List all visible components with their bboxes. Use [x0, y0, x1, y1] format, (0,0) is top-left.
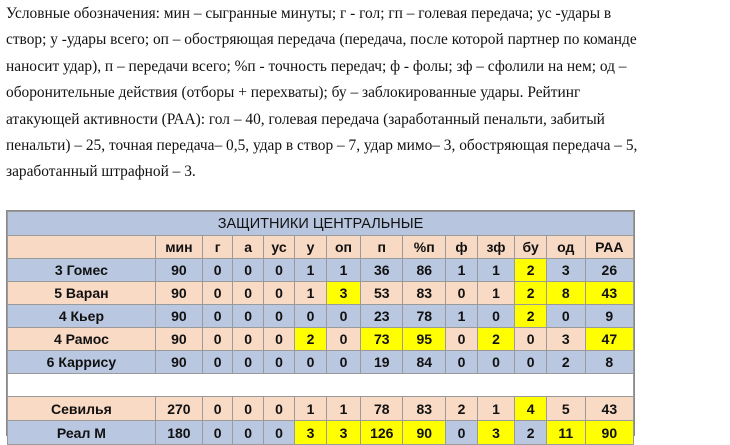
stat-cell: 1: [446, 259, 477, 282]
column-header: г: [203, 236, 233, 259]
stat-cell: 0: [203, 282, 233, 305]
stat-cell: 84: [403, 351, 446, 374]
legend-text: [6, 1, 726, 186]
stat-cell: 43: [585, 397, 633, 421]
stat-cell: 0: [263, 282, 294, 305]
stat-cell: 2: [515, 259, 546, 282]
stat-cell: 0: [233, 282, 263, 305]
stat-cell: 2: [446, 397, 477, 421]
table-row: [8, 328, 634, 351]
table-title-row: [8, 212, 634, 236]
stat-cell: 0: [326, 351, 361, 374]
stat-cell: 3: [546, 328, 585, 351]
stat-cell: 0: [546, 305, 585, 328]
stat-cell: 9: [585, 305, 633, 328]
column-header: ус: [263, 236, 294, 259]
stat-cell: 0: [515, 351, 546, 374]
stat-cell: 0: [446, 282, 477, 305]
stat-cell: 0: [263, 421, 294, 445]
stat-cell: 0: [477, 351, 515, 374]
table-row: [8, 351, 634, 374]
player-name: 3 Гомес: [8, 259, 156, 282]
stat-cell: 3: [546, 259, 585, 282]
stat-cell: 0: [233, 421, 263, 445]
stat-cell: 0: [446, 351, 477, 374]
stat-cell: 1: [326, 259, 361, 282]
stat-cell: 73: [361, 328, 403, 351]
defenders-stats-table: [7, 211, 634, 445]
stat-cell: 95: [403, 328, 446, 351]
stat-cell: 5: [546, 397, 585, 421]
stat-cell: 3: [295, 421, 326, 445]
stat-cell: 53: [361, 282, 403, 305]
stat-cell: 90: [155, 282, 202, 305]
team-name: Севилья: [8, 397, 156, 421]
stat-cell: 0: [233, 305, 263, 328]
stat-cell: 19: [361, 351, 403, 374]
stat-cell: 0: [233, 397, 263, 421]
stat-cell: 0: [295, 351, 326, 374]
column-header: бу: [515, 236, 546, 259]
stat-cell: 0: [477, 305, 515, 328]
stat-cell: 0: [326, 305, 361, 328]
stat-cell: 83: [403, 282, 446, 305]
stat-cell: 2: [515, 305, 546, 328]
stat-cell: 0: [515, 328, 546, 351]
stat-cell: 4: [515, 397, 546, 421]
stat-cell: 0: [263, 305, 294, 328]
column-header: зф: [477, 236, 515, 259]
legend-line: пенальти) – 25, точная передача– 0,5, удар в створ – 7, удар мимо– 3, обостряющая передача – 5,: [6, 136, 638, 154]
stat-cell: 2: [546, 351, 585, 374]
stat-cell: 90: [585, 421, 633, 445]
stat-cell: 11: [546, 421, 585, 445]
stat-cell: 0: [203, 305, 233, 328]
column-header: у: [295, 236, 326, 259]
stat-cell: 78: [361, 397, 403, 421]
stat-cell: 0: [233, 259, 263, 282]
stat-cell: 90: [155, 305, 202, 328]
stat-cell: 270: [155, 397, 202, 421]
stat-cell: 2: [515, 282, 546, 305]
stat-cell: 86: [403, 259, 446, 282]
stat-cell: 0: [233, 351, 263, 374]
player-name: 4 Кьер: [8, 305, 156, 328]
stat-cell: 0: [203, 397, 233, 421]
stat-cell: 1: [295, 397, 326, 421]
column-header: ф: [446, 236, 477, 259]
stat-cell: 0: [446, 328, 477, 351]
stat-cell: 90: [155, 328, 202, 351]
stat-cell: 3: [326, 282, 361, 305]
player-name: 5 Варан: [8, 282, 156, 305]
stat-cell: 83: [403, 397, 446, 421]
stats-table-container: [6, 210, 635, 441]
stat-cell: 126: [361, 421, 403, 445]
stat-cell: 1: [477, 282, 515, 305]
stat-cell: 23: [361, 305, 403, 328]
player-name: 4 Рамос: [8, 328, 156, 351]
legend-line: наносит удар), п – передачи всего; %п - точность передач; ф - фолы; зф – сфолили на нем; од –: [6, 57, 627, 75]
table-row: [8, 305, 634, 328]
stat-cell: 1: [477, 397, 515, 421]
stat-cell: 3: [326, 421, 361, 445]
column-header: [8, 236, 156, 259]
team-total-row: [8, 397, 634, 421]
stat-cell: 0: [263, 328, 294, 351]
stat-cell: 2: [295, 328, 326, 351]
stat-cell: 2: [477, 328, 515, 351]
spacer-row: [8, 374, 634, 397]
column-header: %п: [403, 236, 446, 259]
table-title: ЗАЩИТНИКИ ЦЕНТРАЛЬНЫЕ: [8, 212, 634, 236]
legend-line: створ; у -удары всего; оп – обостряющая передача (передача, после которой партнер по команде: [6, 31, 637, 49]
legend-line: оборонительные действия (отборы + перехваты); бу – заблокированные удары. Рейтинг: [6, 84, 581, 102]
table-row: [8, 259, 634, 282]
stat-cell: 1: [446, 305, 477, 328]
legend-line: заработанный штрафной – 3.: [6, 163, 196, 181]
team-name: Реал М: [8, 421, 156, 445]
team-total-row: [8, 421, 634, 445]
stat-cell: 1: [326, 397, 361, 421]
stat-cell: 0: [263, 259, 294, 282]
column-header: а: [233, 236, 263, 259]
stat-cell: 90: [403, 421, 446, 445]
stat-cell: 1: [477, 259, 515, 282]
stat-cell: 8: [546, 282, 585, 305]
stat-cell: 1: [295, 282, 326, 305]
stat-cell: 0: [203, 351, 233, 374]
legend-line: Условные обозначения: мин – сыгранные минуты; г - гол; гп – голевая передача; ус -удары в: [6, 5, 612, 22]
legend-line: атакующей активности (РАА): гол – 40, голевая передача (заработанный пенальти, забитый: [6, 110, 605, 128]
stat-cell: 0: [326, 328, 361, 351]
player-name: 6 Каррису: [8, 351, 156, 374]
stat-cell: 1: [295, 259, 326, 282]
stat-cell: 3: [477, 421, 515, 445]
column-header: од: [546, 236, 585, 259]
stat-cell: 0: [203, 421, 233, 445]
stat-cell: 0: [295, 305, 326, 328]
stat-cell: 90: [155, 351, 202, 374]
table-row: [8, 282, 634, 305]
stat-cell: 0: [203, 328, 233, 351]
stat-cell: 0: [446, 421, 477, 445]
spacer-cell: [8, 374, 634, 397]
stat-cell: 0: [263, 397, 294, 421]
stat-cell: 2: [515, 421, 546, 445]
table-header-row: [8, 236, 634, 259]
column-header: мин: [155, 236, 202, 259]
stat-cell: 36: [361, 259, 403, 282]
stat-cell: 0: [263, 351, 294, 374]
stat-cell: 47: [585, 328, 633, 351]
column-header: РАА: [585, 236, 633, 259]
stat-cell: 8: [585, 351, 633, 374]
stat-cell: 0: [233, 328, 263, 351]
stat-cell: 26: [585, 259, 633, 282]
column-header: оп: [326, 236, 361, 259]
column-header: п: [361, 236, 403, 259]
stat-cell: 78: [403, 305, 446, 328]
stat-cell: 43: [585, 282, 633, 305]
stat-cell: 90: [155, 259, 202, 282]
stat-cell: 180: [155, 421, 202, 445]
table-body: [8, 212, 634, 445]
stat-cell: 0: [203, 259, 233, 282]
